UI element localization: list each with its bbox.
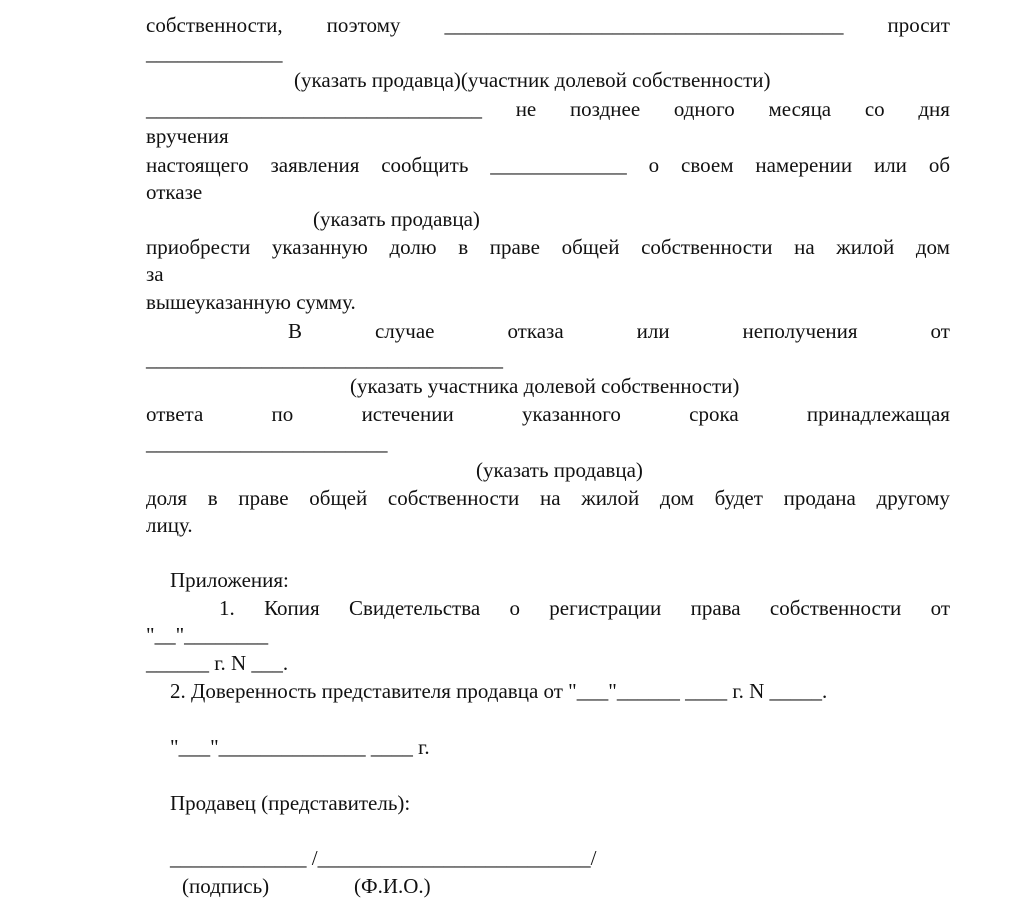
word: в	[458, 235, 469, 259]
word: права	[690, 596, 741, 620]
blank-seller-name: _____________	[146, 41, 283, 65]
word: о	[509, 596, 520, 620]
signature-caption: (подпись)	[182, 874, 270, 898]
word: общей	[309, 486, 368, 510]
word: или	[873, 153, 907, 177]
word: одного	[673, 97, 735, 121]
attachments-title: Приложения:	[170, 568, 289, 592]
word: В	[288, 319, 303, 343]
blank-field: ______________________________________	[444, 13, 844, 37]
text-line-19: лицу.	[146, 513, 193, 537]
word: или	[636, 319, 670, 343]
word: поэтому	[326, 13, 401, 37]
blank-participant-name: __________________________________	[146, 347, 503, 371]
word: собственности	[641, 235, 773, 259]
word: на	[539, 486, 561, 510]
word: ответа	[146, 402, 204, 426]
text-line-9	[146, 234, 950, 260]
word: сообщить	[381, 153, 469, 177]
word: срока	[689, 402, 739, 426]
signature-line: _____________ /__________________________/	[170, 846, 597, 870]
text-line-6	[146, 152, 950, 178]
word: принадлежащая	[806, 402, 950, 426]
blank-field: ________________________________	[146, 97, 482, 121]
word: собственности	[769, 596, 902, 620]
word: праве	[238, 486, 289, 510]
blank-seller-name-2: _______________________	[146, 431, 388, 455]
word: от	[930, 596, 950, 620]
text-line-15	[146, 401, 950, 427]
blank-field: _____________	[490, 153, 627, 177]
word: будет	[714, 486, 763, 510]
word: жилой	[836, 235, 895, 259]
word: жилой	[581, 486, 640, 510]
word: указанную	[271, 235, 368, 259]
word: праве	[489, 235, 540, 259]
word: настоящего	[146, 153, 249, 177]
attachment-1-line-1	[219, 595, 950, 621]
hint-seller: (указать продавца)	[313, 207, 480, 231]
word: указанного	[521, 402, 621, 426]
word: приобрести	[146, 235, 251, 259]
word: заявления	[270, 153, 360, 177]
word: позднее	[569, 97, 641, 121]
word: своем	[681, 153, 734, 177]
hint-participant: (указать участника долевой собственности)	[350, 374, 740, 398]
word: Копия	[264, 596, 320, 620]
text-line-4	[146, 96, 950, 122]
text-line-18	[146, 485, 950, 511]
word: намерении	[755, 153, 853, 177]
hint-seller-2: (указать продавца)	[476, 458, 643, 482]
text-line-11: вышеуказанную сумму.	[146, 290, 356, 314]
seller-label: Продавец (представитель):	[170, 791, 411, 815]
attachment-1-number: ______ г. N ___.	[146, 651, 289, 675]
text-line-10: за	[146, 262, 164, 286]
hint-seller-participant: (указать продавца)(участник долевой собственности)	[294, 68, 771, 92]
word: о	[648, 153, 660, 177]
word: от	[930, 319, 950, 343]
word: истечении	[361, 402, 454, 426]
word: на	[794, 235, 815, 259]
word: долю	[389, 235, 437, 259]
word: случае	[374, 319, 435, 343]
attachment-2: 2. Доверенность представителя продавца от "___"______ ____ г. N _____.	[170, 679, 828, 703]
word: отказа	[507, 319, 564, 343]
word: 1.	[219, 596, 235, 620]
word: другому	[876, 486, 950, 510]
word: дом	[659, 486, 694, 510]
text-line-5: вручения	[146, 124, 229, 148]
word: продана	[783, 486, 856, 510]
word: со	[864, 97, 885, 121]
word: Свидетельства	[348, 596, 481, 620]
word: дня	[918, 97, 950, 121]
word: в	[207, 486, 218, 510]
word: не	[515, 97, 537, 121]
text-line-7: отказе	[146, 180, 203, 204]
attachment-1-date: "__"________	[146, 623, 269, 647]
fio-caption: (Ф.И.О.)	[354, 874, 431, 898]
word: доля	[146, 486, 188, 510]
word: месяца	[768, 97, 832, 121]
text-line-12	[288, 318, 950, 344]
word: регистрации	[549, 596, 662, 620]
word: дом	[915, 235, 950, 259]
word: собственности	[387, 486, 520, 510]
word: общей	[561, 235, 620, 259]
document-date-line: "___"______________ ____ г.	[170, 735, 430, 759]
word: просит	[887, 13, 950, 37]
word: по	[271, 402, 294, 426]
text-line-1	[146, 12, 950, 38]
word: неполучения	[742, 319, 858, 343]
word: об	[928, 153, 950, 177]
word: собственности,	[146, 13, 283, 37]
